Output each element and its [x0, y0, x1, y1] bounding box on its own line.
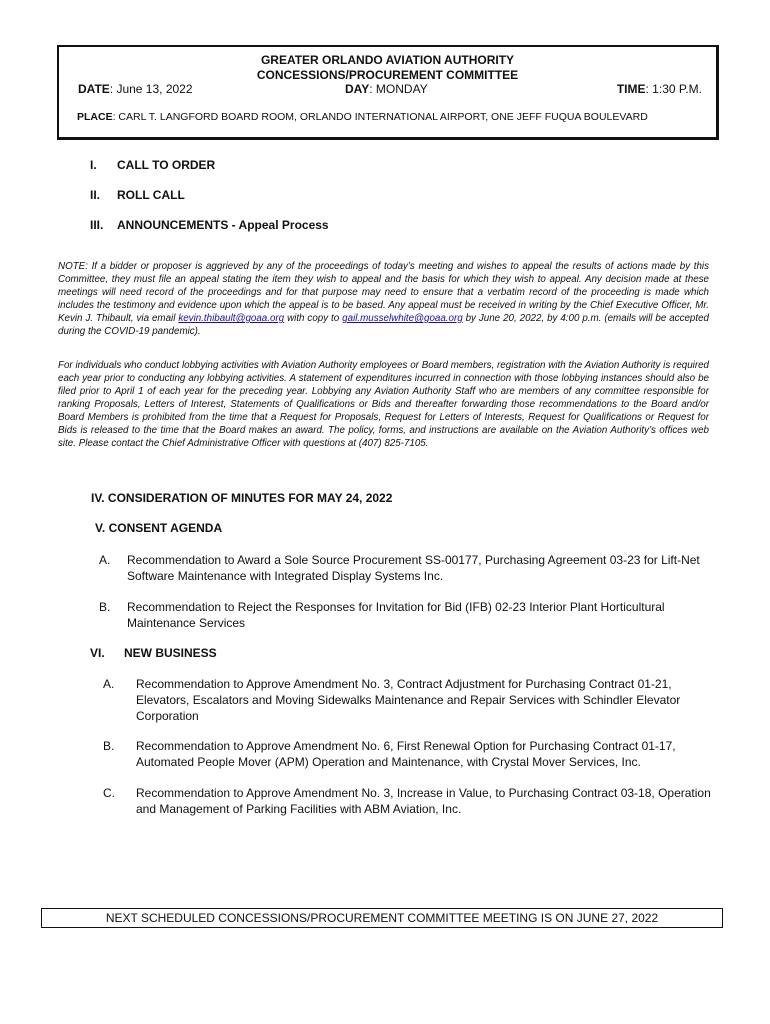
section-minutes: IV. CONSIDERATION OF MINUTES FOR MAY 24, 2022 — [91, 491, 393, 505]
section-consent-agenda-title: V. CONSENT AGENDA — [95, 521, 223, 535]
meeting-date: DATE: June 13, 2022 — [78, 82, 193, 96]
meeting-day: DAY: MONDAY — [345, 82, 428, 96]
committee-name: CONCESSIONS/PROCUREMENT COMMITTEE — [256, 68, 519, 82]
appeal-process-note: NOTE: If a bidder or proposer is aggrieved by any of the proceedings of today’s meeting and wishes to appeal the results of actions made by this Committee, they must file an appeal stating the item they wish to appeal and the basis for which they wish to appeal. Any decision made at these meetings will need record of the proceedings and for that purpose may need to ensure that a verbatim record of the proceeding is made which includes the testimony and evidence upon which the appeal is to be based. Any appeal must be received in writing by the Chief Executive Officer, Mr. Kevin J. Thibault, via email kevin.thibault@goaa.org with copy to gail.musselwhite@goaa.org by June 20, 2022, by 4:00 p.m. (emails will be accepted during the COVID-19 pandemic). — [58, 261, 709, 337]
meeting-place: PLACE: CARL T. LANGFORD BOARD ROOM, ORLANDO INTERNATIONAL AIRPORT, ONE JEFF FUQUA BOULEVARD — [77, 111, 648, 123]
email-link-kevin-thibault[interactable]: kevin.thibault@goaa.org — [178, 313, 285, 324]
meeting-header-box — [57, 45, 719, 140]
organization-name: GREATER ORLANDO AVIATION AUTHORITY — [260, 53, 515, 67]
next-meeting-notice: NEXT SCHEDULED CONCESSIONS/PROCUREMENT COMMITTEE MEETING IS ON JUNE 27, 2022 — [41, 908, 723, 928]
email-link-gail-musselwhite[interactable]: gail.musselwhite@goaa.org — [342, 313, 463, 324]
meeting-time: TIME: 1:30 P.M. — [616, 82, 702, 96]
section-new-business: VI. NEW BUSINESS — [90, 646, 217, 660]
lobbying-note: For individuals who conduct lobbying activities with Aviation Authority employees or Board members, registration with the Aviation Authority is required each year prior to conducting any lobbying activities. A statement of expenditures incurred in connection with those lobbying instances should also be filed prior to April 1 of each year for the preceding year. Lobbying any Aviation Authority Staff who are members of any committee responsible for ranking Proposals, Letters of Interest, Statements of Qualifications or Bids and thereafter forwarding those recommendations to the Board and/or Board Members is prohibited from the time that a Request for Proposals, Request for Letters of Interests, Request for Qualifications or Request for Bids is released to the time that the Board makes an award. The policy, forms, and instructions are available on the Aviation Authority’s offices web site. Please contact the Chief Administrative Officer with questions at (407) 825-7105. — [58, 360, 709, 449]
